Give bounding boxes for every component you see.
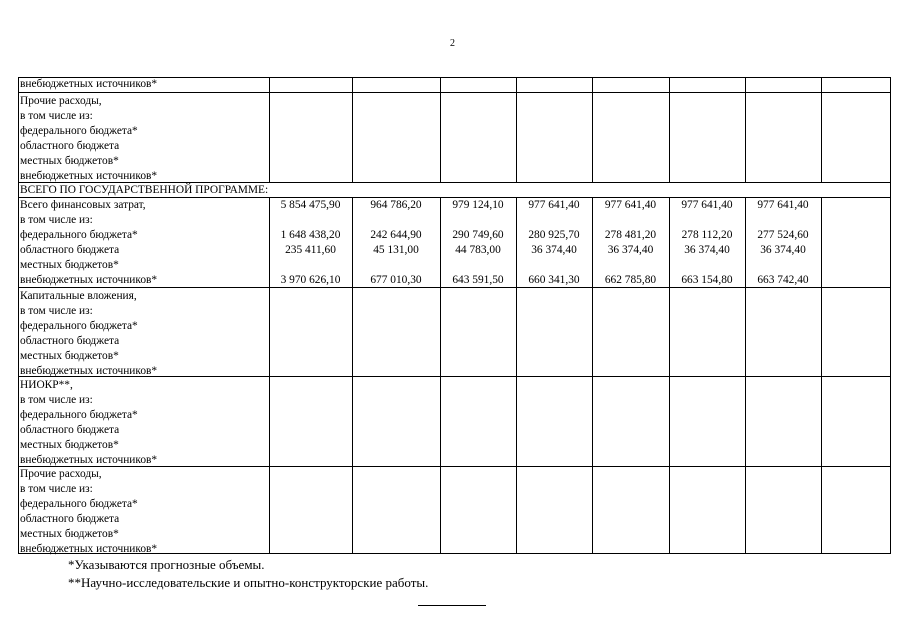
value-cell: 660 341,30	[528, 273, 580, 286]
row-label-line: областного бюджета	[20, 423, 120, 436]
row-label-line: Прочие расходы,	[20, 95, 102, 107]
row-label-line: федерального бюджета*	[20, 408, 138, 421]
value-cell: 977 641,40	[681, 199, 733, 211]
value-cell: 280 925,70	[528, 228, 580, 241]
value-cell: 277 524,60	[757, 228, 809, 241]
row-label-line: областного бюджета	[20, 512, 120, 525]
row-label-line: федерального бюджета*	[20, 319, 138, 332]
value-cell: 36 374,40	[760, 243, 806, 256]
row-label-line: местных бюджетов*	[20, 258, 119, 271]
row-label-line: НИОКР**,	[20, 379, 73, 391]
row-label-line: местных бюджетов*	[20, 438, 119, 451]
row-label-line: областного бюджета	[20, 243, 120, 256]
grid-vline	[821, 197, 822, 553]
row-label-line: внебюджетных источников*	[20, 453, 158, 466]
value-cell: 290 749,60	[452, 228, 504, 241]
row-label-line: федерального бюджета*	[20, 124, 138, 137]
value-cell: 36 374,40	[531, 243, 577, 256]
row-label-line: местных бюджетов*	[20, 527, 119, 540]
row-label-line: в том числе из:	[20, 213, 93, 226]
value-cell: 977 641,40	[604, 199, 657, 211]
row-label-line: внебюджетных источников*	[20, 273, 158, 286]
row-label-line: внебюджетных источников*	[20, 542, 158, 555]
value-cell: 663 742,40	[757, 273, 809, 286]
footnote-rnd: **Научно-исследовательские и опытно-конструкторские работы.	[68, 575, 429, 590]
row-label-line: областного бюджета	[20, 139, 120, 152]
row-label-line: местных бюджетов*	[20, 349, 119, 362]
value-cell: 36 374,40	[684, 243, 730, 256]
value-cell: 662 785,80	[604, 273, 657, 286]
value-cell: 977 641,40	[528, 199, 580, 211]
row-label-line: федерального бюджета*	[20, 228, 138, 241]
value-cell: 677 010,30	[370, 273, 422, 286]
grid-vline	[890, 77, 891, 554]
value-cell: 3 970 626,10	[280, 273, 341, 286]
row-label-line: внебюджетных источников*	[20, 364, 158, 377]
value-cell: 977 641,40	[757, 199, 809, 211]
row-label-line: федерального бюджета*	[20, 497, 138, 510]
value-cell: 643 591,50	[452, 273, 504, 286]
row-label-line: областного бюджета	[20, 334, 120, 347]
value-cell: 964 786,20	[370, 199, 422, 211]
grid-hline	[18, 287, 891, 288]
row-label-line: местных бюджетов*	[20, 154, 119, 167]
footnote-forecast: *Указываются прогнозные объемы.	[68, 557, 265, 572]
page-number: 2	[450, 38, 455, 49]
row-label-line: в том числе из:	[20, 482, 93, 495]
grid-vline	[18, 77, 19, 554]
row-label-line: внебюджетных источников*	[20, 78, 158, 90]
value-cell: 235 411,60	[285, 243, 336, 256]
row-label-line: Прочие расходы,	[20, 468, 102, 480]
value-cell: 1 648 438,20	[280, 228, 341, 241]
grid-hline	[18, 92, 891, 93]
row-label-line: внебюджетных источников*	[20, 169, 158, 182]
value-cell: 36 374,40	[607, 243, 654, 256]
value-cell: 45 131,00	[373, 243, 419, 256]
value-cell: 663 154,80	[681, 273, 733, 286]
value-cell: 242 644,90	[370, 228, 422, 241]
row-label-line: в том числе из:	[20, 304, 93, 317]
row-label-line: Всего финансовых затрат,	[20, 199, 146, 211]
value-cell: 979 124,10	[452, 199, 504, 211]
row-label-line: в том числе из:	[20, 393, 93, 406]
value-cell: 278 481,20	[604, 228, 657, 241]
value-cell: 278 112,20	[681, 228, 733, 241]
row-label-line: Капитальные вложения,	[20, 290, 137, 302]
value-cell: 44 783,00	[455, 243, 501, 256]
row-label-line: в том числе из:	[20, 109, 93, 122]
end-rule	[418, 605, 486, 606]
value-cell: 5 854 475,90	[280, 199, 341, 211]
row-label-line: ВСЕГО ПО ГОСУДАРСТВЕННОЙ ПРОГРАММЕ:	[20, 184, 269, 196]
